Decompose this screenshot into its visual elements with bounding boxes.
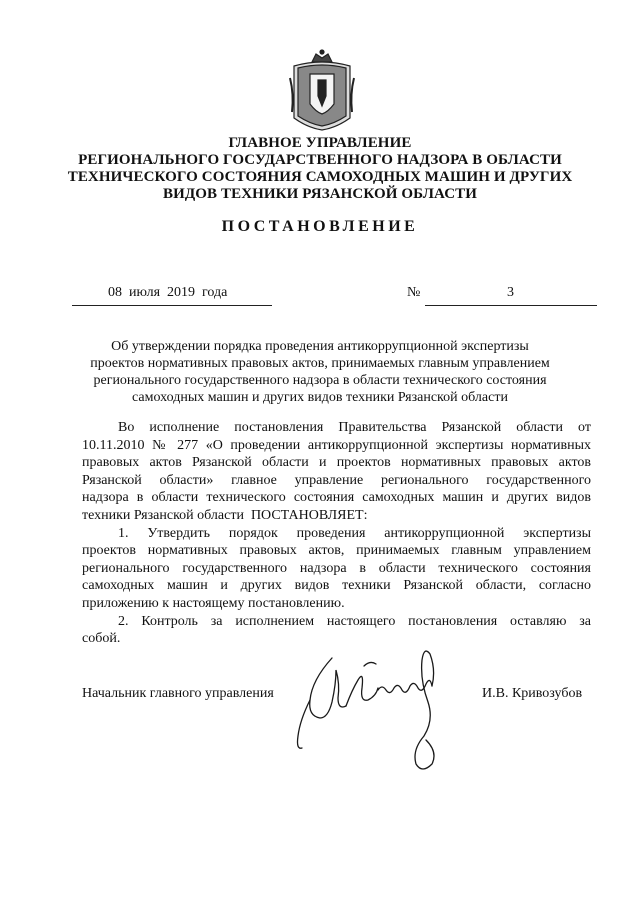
organization-name: [40, 135, 600, 203]
body-line: 2. Контроль за исполнением настоящего постановления оставляю за: [118, 613, 591, 629]
body-line: проектов нормативных правовых актов, принимаемых главным управлением: [82, 543, 591, 559]
body-line: собой.: [82, 631, 121, 647]
handwritten-signature: [292, 640, 452, 780]
document-body: [82, 419, 591, 648]
body-line: 1. Утвердить порядок проведения антикоррупционной экспертизы: [118, 525, 591, 541]
organization-line: ГЛАВНОЕ УПРАВЛЕНИЕ: [228, 135, 412, 151]
coat-of-arms-icon: [288, 48, 356, 132]
document-subject: [60, 338, 580, 406]
body-line: надзора в области технического состояния самоходных машин и других видов: [82, 490, 591, 506]
organization-line: РЕГИОНАЛЬНОГО ГОСУДАРСТВЕННОГО НАДЗОРА В ОБЛАСТИ: [78, 152, 562, 168]
body-line: регионального государственного надзора в области технического состояния: [82, 560, 591, 576]
body-line: приложению к настоящему постановлению.: [82, 595, 345, 611]
organization-line: ВИДОВ ТЕХНИКИ РЯЗАНСКОЙ ОБЛАСТИ: [162, 186, 478, 202]
body-line: Во исполнение постановления Правительства Рязанской области от: [118, 420, 591, 435]
body-line: самоходных машин и других видов техники Рязанской области, согласно: [82, 578, 591, 594]
subject-line: проектов нормативных правовых актов, принимаемых главным управлением: [90, 356, 550, 371]
body-line: техники Рязанской области ПОСТАНОВЛЯЕТ:: [82, 507, 368, 523]
signer-name: И.В. Кривозубов: [482, 686, 583, 701]
organization-line: ТЕХНИЧЕСКОГО СОСТОЯНИЯ САМОХОДНЫХ МАШИН И ДРУГИХ: [67, 169, 573, 185]
subject-line: Об утверждении порядка проведения антикоррупционной экспертизы: [111, 339, 529, 354]
document-number: 3: [507, 285, 514, 300]
subject-line: самоходных машин и других видов техники Рязанской области: [132, 390, 508, 405]
document-type: ПОСТАНОВЛЕНИЕ: [221, 218, 419, 235]
subject-line: регионального государственного надзора в области технического состояния: [93, 373, 547, 388]
body-line: 10.11.2010 № 277 «О проведении антикоррупционной экспертизы нормативных: [82, 437, 591, 453]
body-line: Рязанской области» главное управление регионального государственного: [82, 472, 591, 488]
document-date: 08 июля 2019 года: [108, 285, 228, 300]
number-sign: №: [407, 285, 421, 300]
body-line: правовых актов Рязанской области и проектов нормативных правовых актов: [82, 455, 591, 471]
signer-title: Начальник главного управления: [82, 686, 274, 701]
